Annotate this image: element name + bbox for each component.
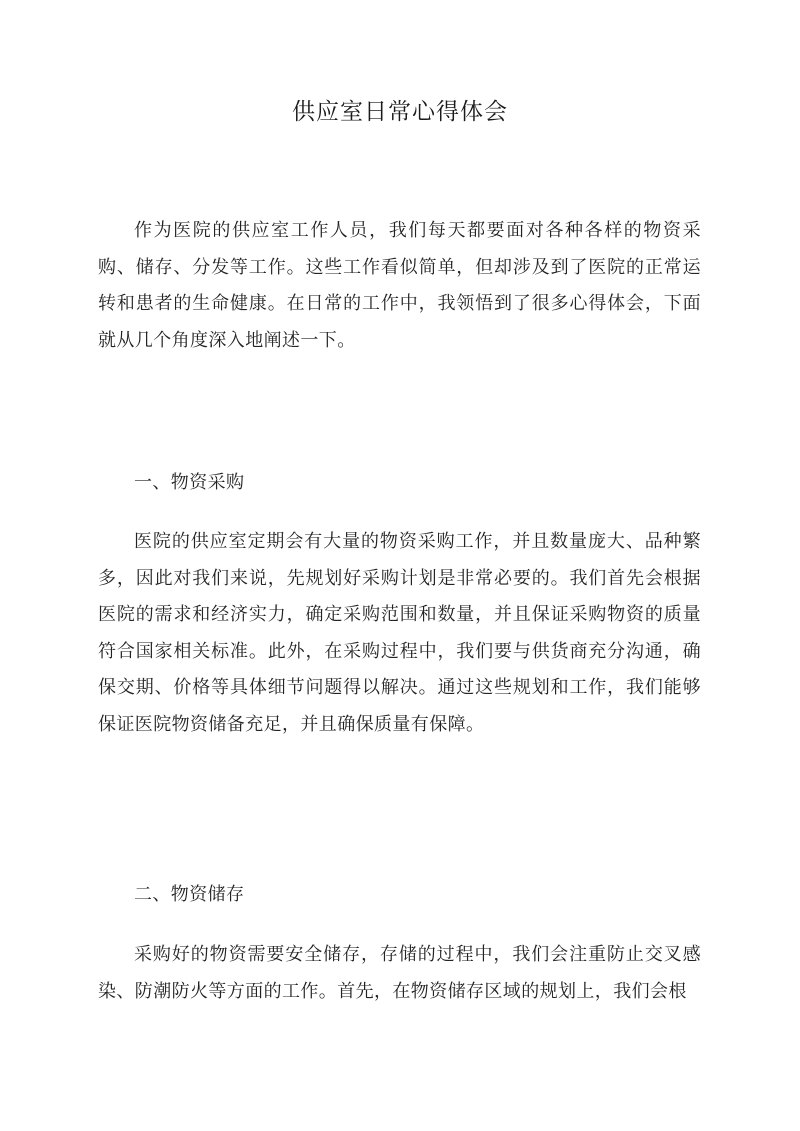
section-body-storage: 采购好的物资需要安全储存，存储的过程中，我们会注重防止交叉感染、防潮防火等方面的工作。首先，在物资储存区域的规划上，我们会根 bbox=[98, 944, 701, 1002]
document-title: 供应室日常心得体会 bbox=[292, 99, 508, 125]
intro-paragraph: 作为医院的供应室工作人员，我们每天都要面对各种各样的物资采购、储存、分发等工作。这些工作看似简单，但却涉及到了医院的正常运转和患者的生命健康。在日常的工作中，我领悟到了很多心得体会，下面就从几个角度深入地阐述一下。 bbox=[98, 220, 701, 351]
section-heading-procurement: 一、物资采购 bbox=[134, 472, 245, 493]
section-heading-storage: 二、物资储存 bbox=[134, 884, 245, 905]
section-body-procurement: 医院的供应室定期会有大量的物资采购工作，并且数量庞大、品种繁多，因此对我们来说，先规划好采购计划是非常必要的。我们首先会根据医院的需求和经济实力，确定采购范围和数量，并且保证采购物资的质量符合国家相关标准。此外，在采购过程中，我们要与供货商充分沟通，确保交期、价格等具体细节问题得以解决。通过这些规划和工作，我们能够保证医院物资储备充足，并且确保质量有保障。 bbox=[98, 531, 701, 735]
